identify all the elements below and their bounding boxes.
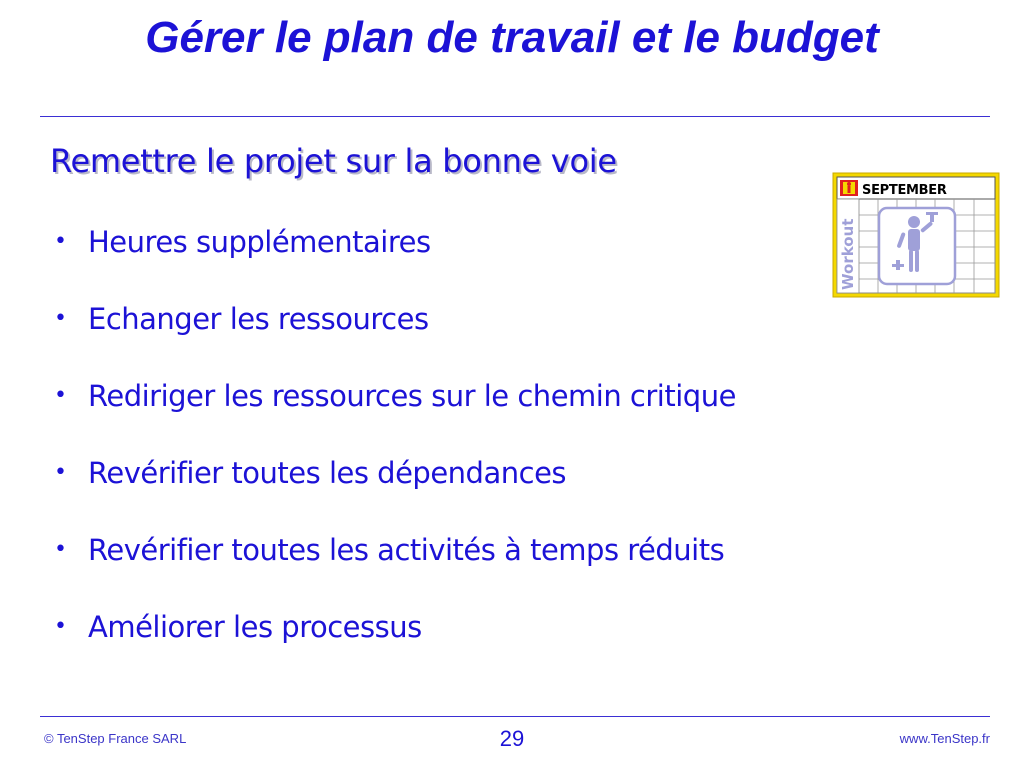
list-item bbox=[50, 295, 736, 372]
bullet-icon: • bbox=[54, 383, 67, 408]
slide-title: Gérer le plan de travail et le budget bbox=[145, 13, 879, 62]
bullet-text: Heures supplémentaires bbox=[88, 225, 431, 259]
bullet-icon: • bbox=[54, 229, 67, 254]
calendar-month-label: SEPTEMBER bbox=[862, 183, 947, 198]
list-item bbox=[50, 603, 736, 680]
calendar-workout-icon bbox=[832, 172, 1000, 298]
bullet-icon: • bbox=[54, 460, 67, 485]
bullet-icon: • bbox=[54, 306, 67, 331]
footer-copyright: © TenStep France SARL bbox=[44, 731, 187, 746]
list-item bbox=[50, 449, 736, 526]
list-item bbox=[50, 218, 736, 295]
bullet-list bbox=[50, 218, 736, 680]
footer-divider bbox=[40, 716, 990, 717]
section-subtitle: Remettre le projet sur la bonne voie bbox=[50, 142, 617, 180]
bullet-text: Revérifier toutes les dépendances bbox=[88, 456, 567, 490]
page-number: 29 bbox=[499, 726, 525, 751]
bullet-icon: • bbox=[54, 537, 67, 562]
bullet-text: Améliorer les processus bbox=[88, 610, 422, 644]
bullet-text: Echanger les ressources bbox=[88, 302, 429, 336]
bullet-text: Revérifier toutes les activités à temps réduits bbox=[88, 533, 725, 567]
list-item bbox=[50, 372, 736, 449]
bullet-text: Rediriger les ressources sur le chemin critique bbox=[88, 379, 736, 413]
calendar-side-label: Workout bbox=[839, 218, 857, 290]
footer-website: www.TenStep.fr bbox=[899, 731, 990, 746]
list-item bbox=[50, 526, 736, 603]
title-divider bbox=[40, 116, 990, 117]
bullet-icon: • bbox=[54, 614, 67, 639]
